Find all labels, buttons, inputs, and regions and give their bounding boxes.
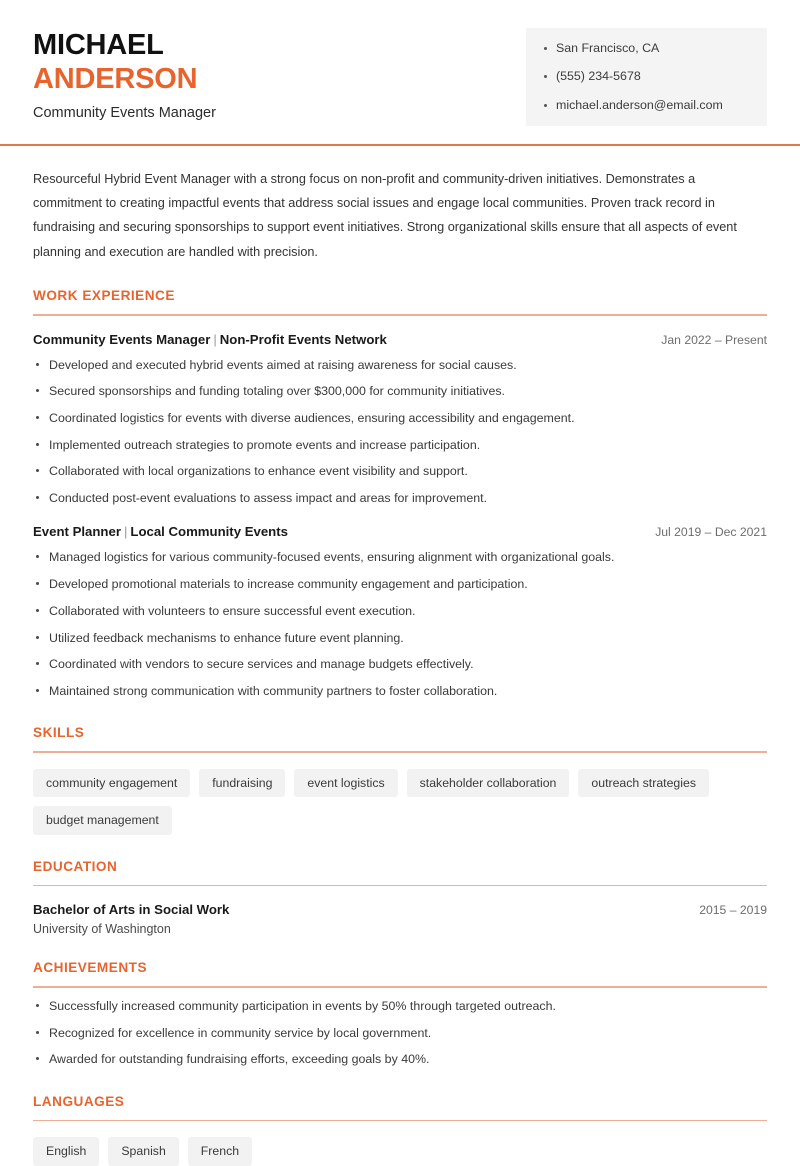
work-entry-head (33, 524, 767, 539)
headline-job-title: Community Events Manager (33, 105, 216, 122)
list-item: Coordinated with vendors to secure services and manage budgets effectively. (33, 655, 767, 674)
list-item: Secured sponsorships and funding totaling over $300,000 for community initiatives. (33, 382, 767, 401)
work-entry-bullets (33, 356, 767, 509)
section-rule (33, 885, 767, 886)
list-item: Implemented outreach strategies to promote events and increase participation. (33, 436, 767, 455)
work-entry (33, 332, 767, 509)
contact-phone: (555) 234-5678 (544, 68, 751, 85)
languages-chip-list (33, 1137, 767, 1166)
list-item: Managed logistics for various community-focused events, ensuring alignment with organizational goals. (33, 548, 767, 567)
contact-email: michael.anderson@email.com (544, 97, 751, 114)
work-entry-date: Jul 2019 – Dec 2021 (655, 525, 767, 540)
list-item: Coordinated logistics for events with diverse audiences, ensuring accessibility and engagement. (33, 409, 767, 428)
work-entry-title (33, 332, 387, 347)
education-date: 2015 – 2019 (699, 903, 767, 918)
list-item: Collaborated with volunteers to ensure successful event execution. (33, 602, 767, 621)
resume-header (0, 0, 800, 126)
contact-location: San Francisco, CA (544, 40, 751, 57)
professional-summary: Resourceful Hybrid Event Manager with a strong focus on non-profit and community-driven initiatives. Demonstrates a commitment to creating impactful events that address social issues and engage local communities. Proven track record in fundraising and securing sponsorships to support event initiatives. Strong organizational skills ensure that all aspects of event planning and execution are handled with precision. (33, 171, 737, 259)
education-degree: Bachelor of Arts in Social Work (33, 902, 230, 918)
work-entry (33, 524, 767, 701)
title-separator: | (213, 331, 217, 347)
list-item: Utilized feedback mechanisms to enhance future event planning. (33, 629, 767, 648)
skills-chip-list (33, 769, 767, 836)
section-skills (33, 725, 767, 835)
language-chip: French (188, 1137, 252, 1166)
list-item: Collaborated with local organizations to enhance event visibility and support. (33, 462, 767, 481)
identity-block (33, 22, 216, 121)
section-work-experience (33, 288, 767, 701)
list-item: Awarded for outstanding fundraising efforts, exceeding goals by 40%. (33, 1050, 767, 1069)
achievements-list (33, 997, 767, 1070)
section-title-achievements: ACHIEVEMENTS (33, 960, 148, 976)
section-title-skills: SKILLS (33, 725, 85, 741)
work-entry-role: Event Planner (33, 524, 121, 540)
contact-box (526, 28, 767, 126)
skill-chip: outreach strategies (578, 769, 709, 798)
list-item: Developed promotional materials to increase community engagement and participation. (33, 575, 767, 594)
resume-body (0, 167, 800, 1166)
education-school: University of Washington (33, 922, 171, 937)
work-entry-company: Local Community Events (130, 524, 288, 540)
list-item: Recognized for excellence in community service by local government. (33, 1024, 767, 1043)
skill-chip: community engagement (33, 769, 190, 798)
header-divider (0, 144, 800, 146)
skill-chip: fundraising (199, 769, 285, 798)
section-rule (33, 314, 767, 315)
section-achievements (33, 960, 767, 1069)
language-chip: English (33, 1137, 99, 1166)
work-entry-company: Non-Profit Events Network (219, 331, 387, 347)
section-education (33, 859, 767, 936)
list-item: Developed and executed hybrid events aimed at raising awareness for social causes. (33, 356, 767, 375)
list-item: Maintained strong communication with community partners to foster collaboration. (33, 682, 767, 701)
skill-chip: stakeholder collaboration (407, 769, 570, 798)
list-item: Successfully increased community participation in events by 50% through targeted outreach. (33, 997, 767, 1016)
education-entry-head (33, 902, 767, 917)
last-name: ANDERSON (33, 63, 198, 96)
work-entry-bullets (33, 548, 767, 701)
first-name: MICHAEL (33, 29, 164, 61)
list-item: Conducted post-event evaluations to assess impact and areas for improvement. (33, 489, 767, 508)
language-chip: Spanish (108, 1137, 178, 1166)
work-entry-date: Jan 2022 – Present (661, 332, 767, 347)
section-title-languages: LANGUAGES (33, 1093, 125, 1109)
section-rule (33, 1120, 767, 1121)
section-rule (33, 751, 767, 752)
section-title-education: EDUCATION (33, 859, 118, 875)
section-rule (33, 986, 767, 987)
work-entry-role: Community Events Manager (33, 331, 211, 347)
title-separator: | (123, 524, 128, 540)
work-entry-head (33, 332, 767, 347)
work-entry-title (33, 524, 288, 539)
skill-chip: budget management (33, 806, 172, 835)
education-entry (33, 902, 767, 936)
skill-chip: event logistics (294, 769, 397, 798)
section-title-work-experience: WORK EXPERIENCE (33, 288, 175, 304)
